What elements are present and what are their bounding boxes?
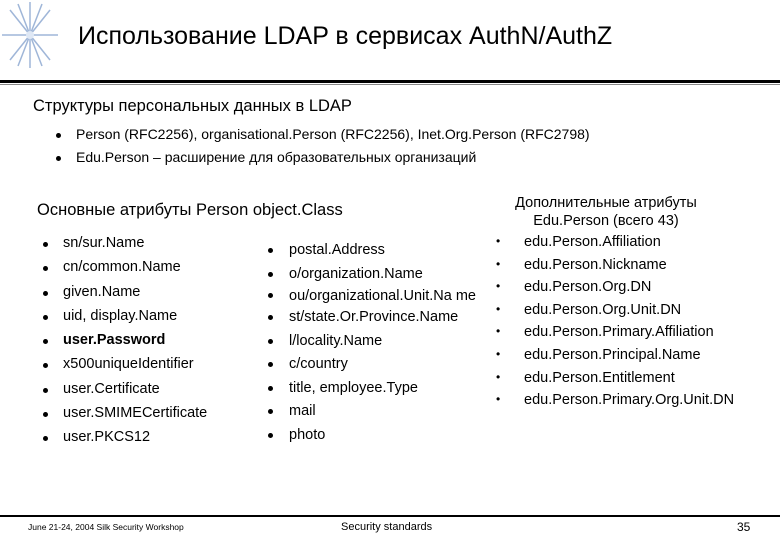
list-item: • edu.Person.Affiliation: [496, 234, 661, 250]
bullet-icon: [268, 272, 273, 277]
bullet-icon: •: [496, 346, 501, 361]
page-number: 35: [737, 520, 751, 534]
list-item: photo: [289, 424, 479, 448]
list-item: • edu.Person.Nickname: [496, 256, 667, 273]
footer-event: June 21-24, 2004 Silk Security Workshop: [28, 522, 184, 532]
list-item: cn/common.Name: [63, 259, 207, 283]
list-item: • edu.Person.Org.Unit.DN: [496, 301, 682, 318]
intro-list: [76, 126, 590, 172]
bullet-icon: [268, 248, 273, 253]
bullet-icon: [268, 386, 273, 391]
bullet-icon: •: [496, 279, 501, 294]
list-item: uid, display.Name: [63, 308, 207, 332]
bullet-icon: [43, 412, 48, 417]
bullet-icon: •: [496, 324, 501, 339]
bullet-icon: [268, 339, 273, 344]
list-item: given.Name: [63, 284, 207, 308]
person-attributes-list-1: [63, 235, 207, 454]
list-item: mail: [289, 400, 479, 424]
title-divider: [0, 80, 780, 83]
list-item: user.Certificate: [63, 381, 207, 405]
starburst-logo-icon: [0, 0, 60, 70]
bullet-icon: [43, 388, 48, 393]
list-item: o/organization.Name: [289, 263, 479, 287]
bullet-icon: [43, 291, 48, 296]
bullet-icon: [268, 362, 273, 367]
bullet-icon: [43, 436, 48, 441]
bullet-icon: •: [496, 256, 501, 271]
list-item: x500uniqueIdentifier: [63, 356, 207, 380]
section-heading: Структуры персональных данных в LDAP: [33, 97, 352, 115]
bullet-icon: [56, 133, 61, 138]
person-attributes-list-2: [289, 239, 479, 447]
bullet-icon: •: [496, 301, 501, 316]
list-item: Edu.Person – расширение для образовательных организаций: [76, 149, 590, 172]
bullet-icon: [268, 433, 273, 438]
list-item: user.SMIMECertificate: [63, 405, 207, 429]
list-item: sn/sur.Name: [63, 235, 207, 259]
list-item: Person (RFC2256), organisational.Person (RFC2256), Inet.Org.Person (RFC2798): [76, 126, 590, 149]
footer-divider: [0, 515, 780, 517]
list-item: • edu.Person.Primary.Org.Unit.DN: [496, 392, 735, 409]
bullet-icon: [268, 409, 273, 414]
list-item: • edu.Person.Org.DN: [496, 279, 652, 296]
bullet-icon: [43, 242, 48, 247]
list-item: • edu.Person.Primary.Affiliation: [496, 324, 714, 341]
list-item: user.Password: [63, 332, 207, 356]
bullet-icon: [56, 156, 61, 161]
bullet-icon: [43, 266, 48, 271]
list-item: l/locality.Name: [289, 330, 479, 354]
list-item: c/country: [289, 353, 479, 377]
list-item: user.PKCS12: [63, 429, 207, 453]
edu-person-heading: Дополнительные атрибуты Edu.Person (всего 43): [515, 195, 697, 229]
edu-person-attributes-list: [496, 234, 735, 415]
bullet-icon: [43, 315, 48, 320]
person-attributes-heading: Основные атрибуты Person object.Class: [37, 201, 343, 219]
bullet-icon: [268, 315, 273, 320]
list-item: ou/organizational.Unit.Na me: [289, 286, 479, 306]
list-item: • edu.Person.Entitlement: [496, 369, 675, 386]
bullet-icon: •: [496, 369, 501, 384]
bullet-icon: [268, 293, 273, 298]
footer-section: Security standards: [341, 521, 433, 533]
list-item: postal.Address: [289, 239, 479, 263]
title-divider-thin: [0, 84, 780, 85]
list-item: st/state.Or.Province.Name: [289, 306, 479, 330]
bullet-icon: [43, 339, 48, 344]
bullet-icon: •: [496, 234, 501, 248]
slide-title: Использование LDAP в сервисах AuthN/AuthZ: [78, 22, 613, 50]
bullet-icon: •: [496, 392, 501, 407]
list-item: title, employee.Type: [289, 377, 479, 401]
bullet-icon: [43, 363, 48, 368]
list-item: • edu.Person.Principal.Name: [496, 346, 701, 363]
